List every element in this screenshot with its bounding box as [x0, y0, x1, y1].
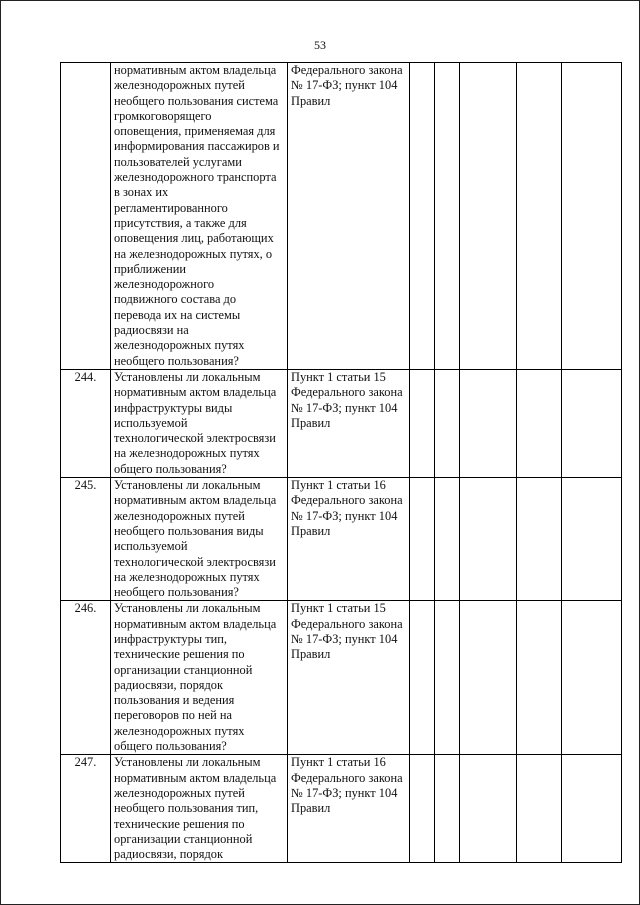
empty-cell	[517, 478, 562, 601]
legal-reference: Пункт 1 статьи 16 Федерального закона № 17-ФЗ; пункт 104 Правил	[288, 478, 410, 601]
empty-cell	[562, 369, 622, 477]
table-row	[61, 63, 622, 370]
empty-cell	[562, 478, 622, 601]
empty-cell	[460, 601, 517, 755]
empty-cell	[410, 601, 435, 755]
empty-cell	[517, 601, 562, 755]
row-number: 244.	[61, 369, 111, 477]
empty-cell	[460, 755, 517, 863]
question-text: Установлены ли локальным нормативным актом владельца железнодорожных путей необщего пользования виды используемой технологической электросвязи на железнодорожных путях необщего пользования?	[111, 478, 288, 601]
empty-cell	[460, 478, 517, 601]
empty-cell	[435, 63, 460, 370]
empty-cell	[435, 755, 460, 863]
legal-reference: Пункт 1 статьи 15 Федерального закона № 17-ФЗ; пункт 104 Правил	[288, 601, 410, 755]
row-number: 246.	[61, 601, 111, 755]
empty-cell	[517, 63, 562, 370]
row-number	[61, 63, 111, 370]
question-text: Установлены ли локальным нормативным актом владельца железнодорожных путей необщего пользования тип, технические решения по организации станционной радиосвязи, порядок	[111, 755, 288, 863]
empty-cell	[562, 755, 622, 863]
empty-cell	[460, 63, 517, 370]
page-number: 53	[314, 38, 326, 52]
question-text: Установлены ли локальным нормативным актом владельца инфраструктуры тип, технические решения по организации станционной радиосвязи, порядок пользования и ведения переговоров по ней на железнодорожных путях общего пользования?	[111, 601, 288, 755]
empty-cell	[517, 755, 562, 863]
empty-cell	[410, 478, 435, 601]
table-row	[61, 601, 622, 755]
empty-cell	[435, 601, 460, 755]
empty-cell	[435, 478, 460, 601]
empty-cell	[562, 601, 622, 755]
empty-cell	[410, 369, 435, 477]
row-number: 247.	[61, 755, 111, 863]
question-text: нормативным актом владельца железнодорожных путей необщего пользования система громкоговорящего оповещения, применяемая для информирования пассажиров и пользователей услугами железнодорожного транспорта в зонах их регламентированного присутствия, а также для оповещения лиц, работающих на железнодорожных путях, о приближении железнодорожного подвижного состава до перевода их на системы радиосвязи на железнодорожных путях необщего пользования?	[111, 63, 288, 370]
empty-cell	[562, 63, 622, 370]
legal-reference: Пункт 1 статьи 16 Федерального закона № 17-ФЗ; пункт 104 Правил	[288, 755, 410, 863]
empty-cell	[410, 755, 435, 863]
question-text: Установлены ли локальным нормативным актом владельца инфраструктуры виды используемой технологической электросвязи на железнодорожных путях общего пользования?	[111, 369, 288, 477]
empty-cell	[435, 369, 460, 477]
legal-reference: Федерального закона № 17-ФЗ; пункт 104 Правил	[288, 63, 410, 370]
empty-cell	[517, 369, 562, 477]
empty-cell	[410, 63, 435, 370]
row-number: 245.	[61, 478, 111, 601]
checklist-table	[60, 62, 622, 863]
table-row	[61, 369, 622, 477]
empty-cell	[460, 369, 517, 477]
table-row	[61, 755, 622, 863]
table-row	[61, 478, 622, 601]
legal-reference: Пункт 1 статьи 15 Федерального закона № 17-ФЗ; пункт 104 Правил	[288, 369, 410, 477]
